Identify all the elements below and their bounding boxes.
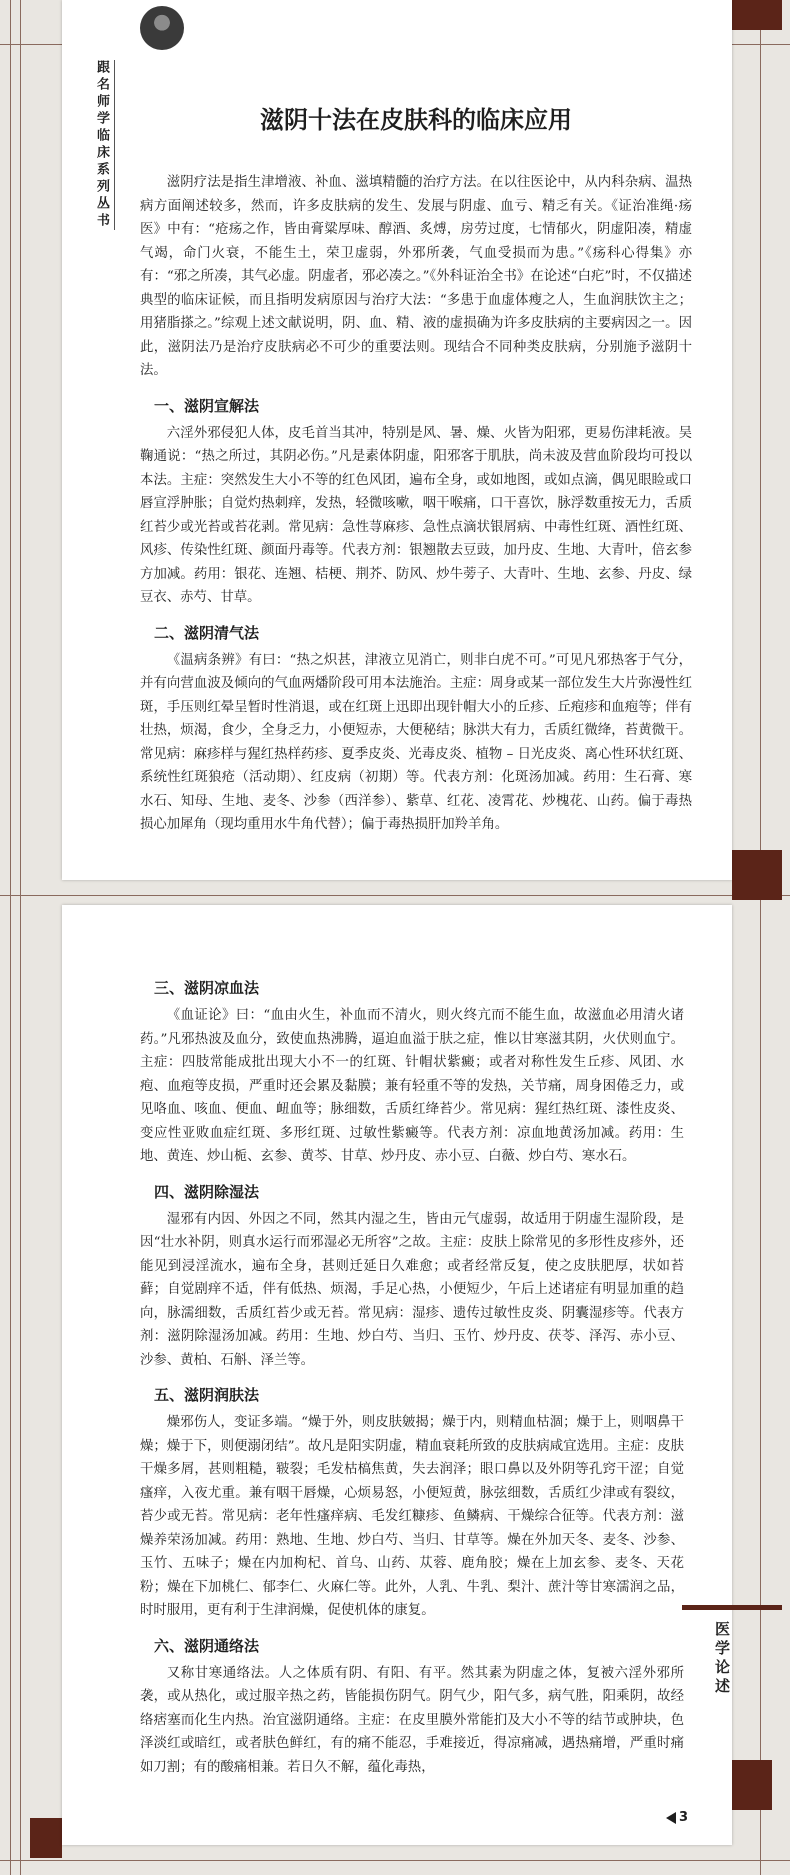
section-heading: 四、滋阴除湿法 <box>154 1182 260 1201</box>
page-number-value: 3 <box>678 1810 688 1825</box>
decorative-block <box>30 1818 62 1858</box>
section-heading: 二、滋阴清气法 <box>154 623 260 642</box>
arrow-left-icon <box>666 1812 676 1824</box>
author-avatar <box>140 6 184 50</box>
document-page-2 <box>62 905 732 1845</box>
side-label: 医学论述 <box>713 1621 731 1697</box>
decorative-block <box>732 850 782 900</box>
section-body: 燥邪伤人，变证多端。“燥于外，则皮肤皴揭；燥于内，则精血枯涸；燥于上，则咽鼻干燥；燥于下，则便溺闭结”。故凡是阳实阴虚，精血衰耗所致的皮肤病咸宜选用。主症：皮肤干燥多屑，甚则粗糙，皲裂；毛发枯槁焦黄，失去润泽；眼口鼻以及外阴等孔窍干涩；自觉瘙痒，入夜尤重。兼有咽干唇燥，心烦易怒，小便短黄，脉弦细数，舌质红少津或有裂纹，苔少或无苔。常见病：老年性瘙痒病、毛发红糠疹、鱼鳞病、干燥综合征等。代表方剂：滋燥养荣汤加减。药用：熟地、生地、炒白芍、当归、甘草等。燥在外加天冬、麦冬、沙参、玉竹、五味子；燥在内加枸杞、首乌、山药、苁蓉、鹿角胶；燥在上加玄参、麦冬、天花粉；燥在下加桃仁、郁李仁、火麻仁等。此外，人乳、牛乳、梨汁、蔗汁等甘寒濡润之品，时时服用，更有利于生津润燥，促使机体的康复。 <box>140 1415 684 1618</box>
page-title: 滋阴十法在皮肤科的临床应用 <box>260 106 572 134</box>
series-divider <box>114 60 115 230</box>
background-line <box>0 895 790 896</box>
section-body: 湿邪有内因、外因之不同，然其内湿之生，皆由元气虚弱，故适用于阴虚生湿阶段，是因“壮水补阴，则真水运行而邪湿必无所容”之故。主症：皮肤上除常见的多形性皮疹外，还能见到浸淫流水，遍布全身，甚则迁延日久难愈；或者经常反复，使之皮肤肥厚，状如苔藓；自觉剧痒不适，伴有低热、烦渴，手足心热，小便短少，午后上述诸症有明显加重的趋向，脉濡细数，舌质红苔少或无苔。常见病：湿疹、遗传过敏性皮炎、阴囊湿疹等。代表方剂：滋阴除湿汤加减。药用：生地、炒白芍、当归、玉竹、炒丹皮、茯苓、泽泻、赤小豆、沙参、黄柏、石斛、泽兰等。 <box>140 1211 684 1368</box>
side-tag <box>682 1605 782 1805</box>
document-page-1 <box>62 0 732 880</box>
section-body: 《血证论》曰：“血由火生，补血而不清火，则火终亢而不能生血，故滋血必用清火诸药。”凡邪热波及血分，致使血热沸腾，逼迫血溢于肤之症，惟以甘寒滋其阴，火伏则血宁。主症：四肢常能成批出现大小不一的红斑、针帽状紫癜；或者对称性发生丘疹、风团、水疱、血疱等皮损，严重时还会累及黏膜；兼有轻重不等的发热，关节痛，周身困倦乏力，或见咯血、咳血、便血、衄血等；脉细数，舌质红绛苔少。常见病：猩红热红斑、漆性皮炎、变应性亚败血症红斑、多形红斑、过敏性紫癜等。代表方剂：凉血地黄汤加减。药用：生地、黄连、炒山栀、玄参、黄芩、甘草、炒丹皮、赤小豆、白薇、炒白芍、寒水石。 <box>140 1008 684 1164</box>
background-line <box>760 0 761 1875</box>
side-tag-bar <box>682 1605 782 1610</box>
intro-paragraph: 滋阴疗法是指生津增液、补血、滋填精髓的治疗方法。在以往医论中，从内科杂病、温热病方面阐述较多，然而，许多皮肤病的发生、发展与阴虚、血亏、精乏有关。《证治准绳·疡医》中有：“疮疡之作，皆由膏粱厚味、醇酒、炙煿，房劳过度，七情郁火，阴虚阳凑，精虚气竭，命门火衰，不能生土，荣卫虚弱，外邪所袭，气血受损而为患。”《疡科心得集》亦有：“邪之所凑，其气必虚。阴虚者，邪必凑之。”《外科证治全书》在论述“白疕”时，不仅描述典型的临床证候，而且指明发病原因与治疗大法：“多患于血虚体瘦之人，生血润肤饮主之；用猪脂搽之。”综观上述文献说明，阴、血、精、液的虚损确为许多皮肤病的主要病因之一。因此，滋阴法乃是治疗皮肤病必不可少的重要法则。现结合不同种类皮肤病，分别施予滋阴十法。 <box>140 175 692 378</box>
section-body: 又称甘寒通络法。人之体质有阴、有阳、有平。然其素为阴虚之体，复被六淫外邪所袭，或从热化，或过服辛热之药，皆能损伤阴气。阴气少，阳气多，病气胜，阳乘阴，故经络痞塞而化生内热。治宜滋阴通络。主症：在皮里膜外常能扪及大小不等的结节或肿块，色泽淡红或暗红，或者肤色鲜红，有的痛不能忍，手难接近，得凉痛减，遇热痛增，严重时痛如刀割；有的酸痛相兼。若日久不解，蕴化毒热， <box>140 1665 684 1775</box>
section-heading: 一、滋阴宣解法 <box>154 396 260 415</box>
section-heading: 五、滋阴润肤法 <box>154 1386 260 1404</box>
series-label: 跟名师学临床系列丛书 <box>94 60 109 230</box>
page-number <box>666 1810 688 1825</box>
background-line <box>0 1860 790 1861</box>
section-heading: 三、滋阴凉血法 <box>154 979 260 997</box>
decorative-block <box>732 0 782 30</box>
background-line <box>20 0 21 1875</box>
background-line <box>10 0 11 1875</box>
section-body: 六淫外邪侵犯人体，皮毛首当其冲，特别是风、暑、燥、火皆为阳邪，更易伤津耗液。吴鞠通说：“热之所过，其阴必伤。”凡是素体阴虚，阳邪客于肌肤，尚未波及营血阶段均可投以本法。主症：突然发生大小不等的红色风团，遍布全身，或如地图，或如点滴，偶见眼睑或口唇宣浮肿胀；自觉灼热刺痒，发热，轻微咳嗽，咽干喉痛，口干喜饮，脉浮数重按无力，舌质红苔少或光苔或苔花剥。常见病：急性荨麻疹、急性点滴状银屑病、中毒性红斑、酒性红斑、风疹、传染性红斑、颜面丹毒等。代表方剂：银翘散去豆豉，加丹皮、生地、大青叶，倍玄参方加减。药用：银花、连翘、桔梗、荆芥、防风、炒牛蒡子、大青叶、生地、玄参、丹皮、绿豆衣、赤芍、甘草。 <box>140 425 692 605</box>
section-body: 《温病条辨》有曰：“热之炽甚，津液立见消亡，则非白虎不可。”可见凡邪热客于气分，并有向营血波及倾向的气血两燔阶段可用本法施治。主症：周身或某一部位发生大片弥漫性红斑，手压则红晕呈暂时性消退，或在红斑上迅即出现针帽大小的丘疹、丘疱疹和血疱等；伴有壮热，烦渴，食少，全身乏力，小便短赤，大便秘结；脉洪大有力，舌质红微绛，苔黄微干。常见病：麻疹样与猩红热样药疹、夏季皮炎、光毒皮炎、植物 – 日光皮炎、离心性环状红斑、系统性红斑狼疮（活动期）、红皮病（初期）等。代表方剂：化斑汤加减。药用：生石膏、寒水石、知母、生地、麦冬、沙参（西洋参）、紫草、红花、凌霄花、炒槐花、山药。偏于毒热损心加犀角（现均重用水牛角代替）；偏于毒热损肝加羚羊角。 <box>140 652 692 832</box>
section-heading: 六、滋阴通络法 <box>154 1636 260 1655</box>
